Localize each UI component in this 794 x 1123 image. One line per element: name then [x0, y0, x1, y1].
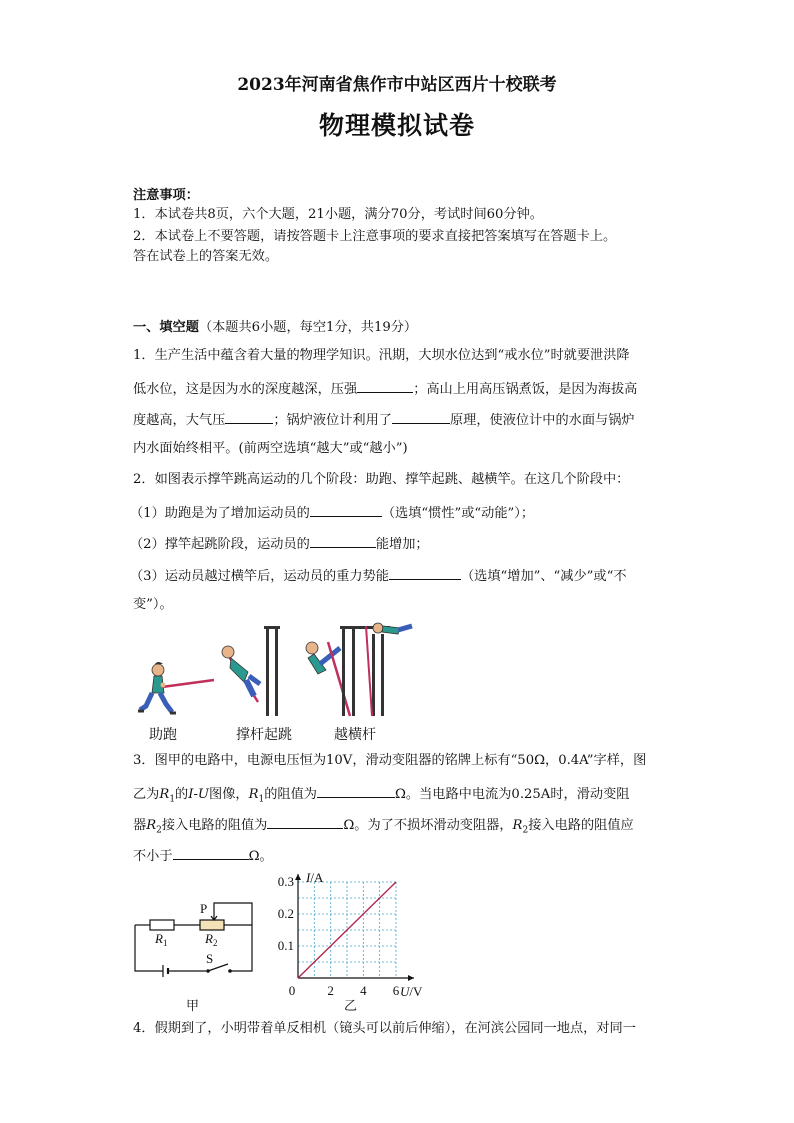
section-heading	[133, 320, 417, 336]
section-name: 一、填空题	[133, 320, 199, 335]
x-tick-label: 0	[288, 983, 296, 998]
q2-line-1: 2．如图表示撑竿跳高运动的几个阶段：助跑、撑竿起跳、越横竿。在这几个阶段中：	[133, 472, 630, 487]
notice-item-2-cont: 答在试卷上的答案无效。	[133, 249, 279, 264]
exam-subtitle: 物理模拟试卷	[318, 111, 475, 140]
label-s: S	[206, 951, 214, 966]
circuit-diagram	[128, 895, 288, 985]
caption-takeoff: 撑杆起跳	[236, 727, 292, 743]
label-r1-sub: 1	[163, 938, 168, 948]
q3-line-3: 器$R_2$接入电路的阻值为 Ω。为了不损坏滑动变阻器，$R_2$接入电路的阻值应	[133, 815, 634, 839]
answer-blank	[225, 410, 273, 424]
caption-run: 助跑	[149, 727, 177, 743]
notice-item-1: 1．本试卷共8页，六个大题，21小题，满分70分，考试时间60分钟。	[133, 207, 543, 222]
x-tick-label: 4	[360, 983, 367, 998]
y-tick-label: 0.2	[277, 906, 294, 921]
q3-line-4: 不小于 Ω。	[133, 846, 273, 865]
q3-line-1: 3．图甲的电路中，电源电压恒为10V，滑动变阻器的铭牌上标有“50Ω，0.4A”字样，图	[133, 753, 647, 768]
runner-figure	[138, 662, 214, 713]
y-tick-label: 0.1	[277, 938, 294, 953]
circuit-caption: 甲	[186, 999, 200, 1014]
q2-line-4: （3）运动员越过横竿后，运动员的重力势能 （选填“增加”、“减少”或“不	[130, 566, 627, 585]
graph-caption: 乙	[344, 999, 358, 1014]
caption-clear-bar: 越横杆	[334, 727, 376, 743]
notice-item-2: 2．本试卷上不要答题，请按答题卡上注意事项的要求直接把答案填写在答题卡上。	[133, 229, 617, 244]
q1-line-3: 度越高，大气压 ；锅炉液位计利用了 原理，使液位计中的水面与锅炉	[133, 410, 635, 429]
x-axis-arrow-icon	[408, 975, 414, 981]
resistor-r1	[150, 920, 174, 930]
section-desc: （本题共6小题，每空1分，共19分）	[198, 320, 418, 335]
answer-blank	[267, 815, 343, 829]
q1-line-4: 内水面始终相平。(前两空选填“越大”或“越小”)	[133, 441, 408, 456]
y-axis-label: I/A	[306, 870, 324, 885]
x-axis-label: U/V	[400, 984, 423, 999]
pole-vault-illustration	[128, 620, 428, 720]
exam-title: 2023年河南省焦作市中站区西片十校联考	[237, 75, 557, 95]
q1-line-2: 低水位，这是因为水的深度越深，压强 ；高山上用高压锅煮饭，是因为海拔高	[133, 379, 637, 398]
q3-line-2: 乙为$R_1$的I-U图像，$R_1$的阻值为 Ω。当电路中电流为0.25A时，滑动变阻	[133, 784, 629, 808]
iu-graph	[270, 868, 440, 1010]
notice-heading: 注意事项：	[133, 188, 199, 203]
label-p: P	[200, 901, 208, 916]
slider-arrow-icon	[211, 913, 217, 920]
q2-line-5: 变”）。	[133, 597, 173, 612]
q2-line-2: （1）助跑是为了增加运动员的 （选填“惯性”或“动能”）；	[130, 503, 534, 522]
answer-blank	[389, 566, 461, 580]
label-r2: R	[205, 931, 213, 946]
jumper-figure	[222, 626, 280, 716]
bar-clearing-figure	[306, 623, 412, 716]
y-tick-label: 0.3	[277, 874, 294, 889]
y-axis-arrow-icon	[295, 874, 301, 880]
answer-blank	[392, 410, 450, 424]
q1-line-1: 1．生产生活中蕴含着大量的物理学知识。汛期，大坝水位达到“戒水位”时就要泄洪降	[133, 348, 630, 363]
answer-blank	[310, 503, 382, 517]
label-r2-sub: 2	[213, 938, 218, 948]
q2-line-3: （2）撑竿起跳阶段，运动员的 能增加；	[130, 534, 429, 553]
x-tick-label: 2	[327, 983, 334, 998]
q4-line-1: 4．假期到了，小明带着单反相机（镜头可以前后伸缩），在河滨公园同一地点，对同一	[133, 1021, 636, 1036]
resistor-r2	[200, 920, 224, 930]
answer-blank	[317, 784, 395, 798]
label-r1: R	[155, 931, 163, 946]
answer-blank	[310, 534, 376, 548]
answer-blank	[357, 379, 413, 393]
answer-blank	[173, 846, 249, 860]
x-tick-label: 6	[392, 983, 400, 998]
